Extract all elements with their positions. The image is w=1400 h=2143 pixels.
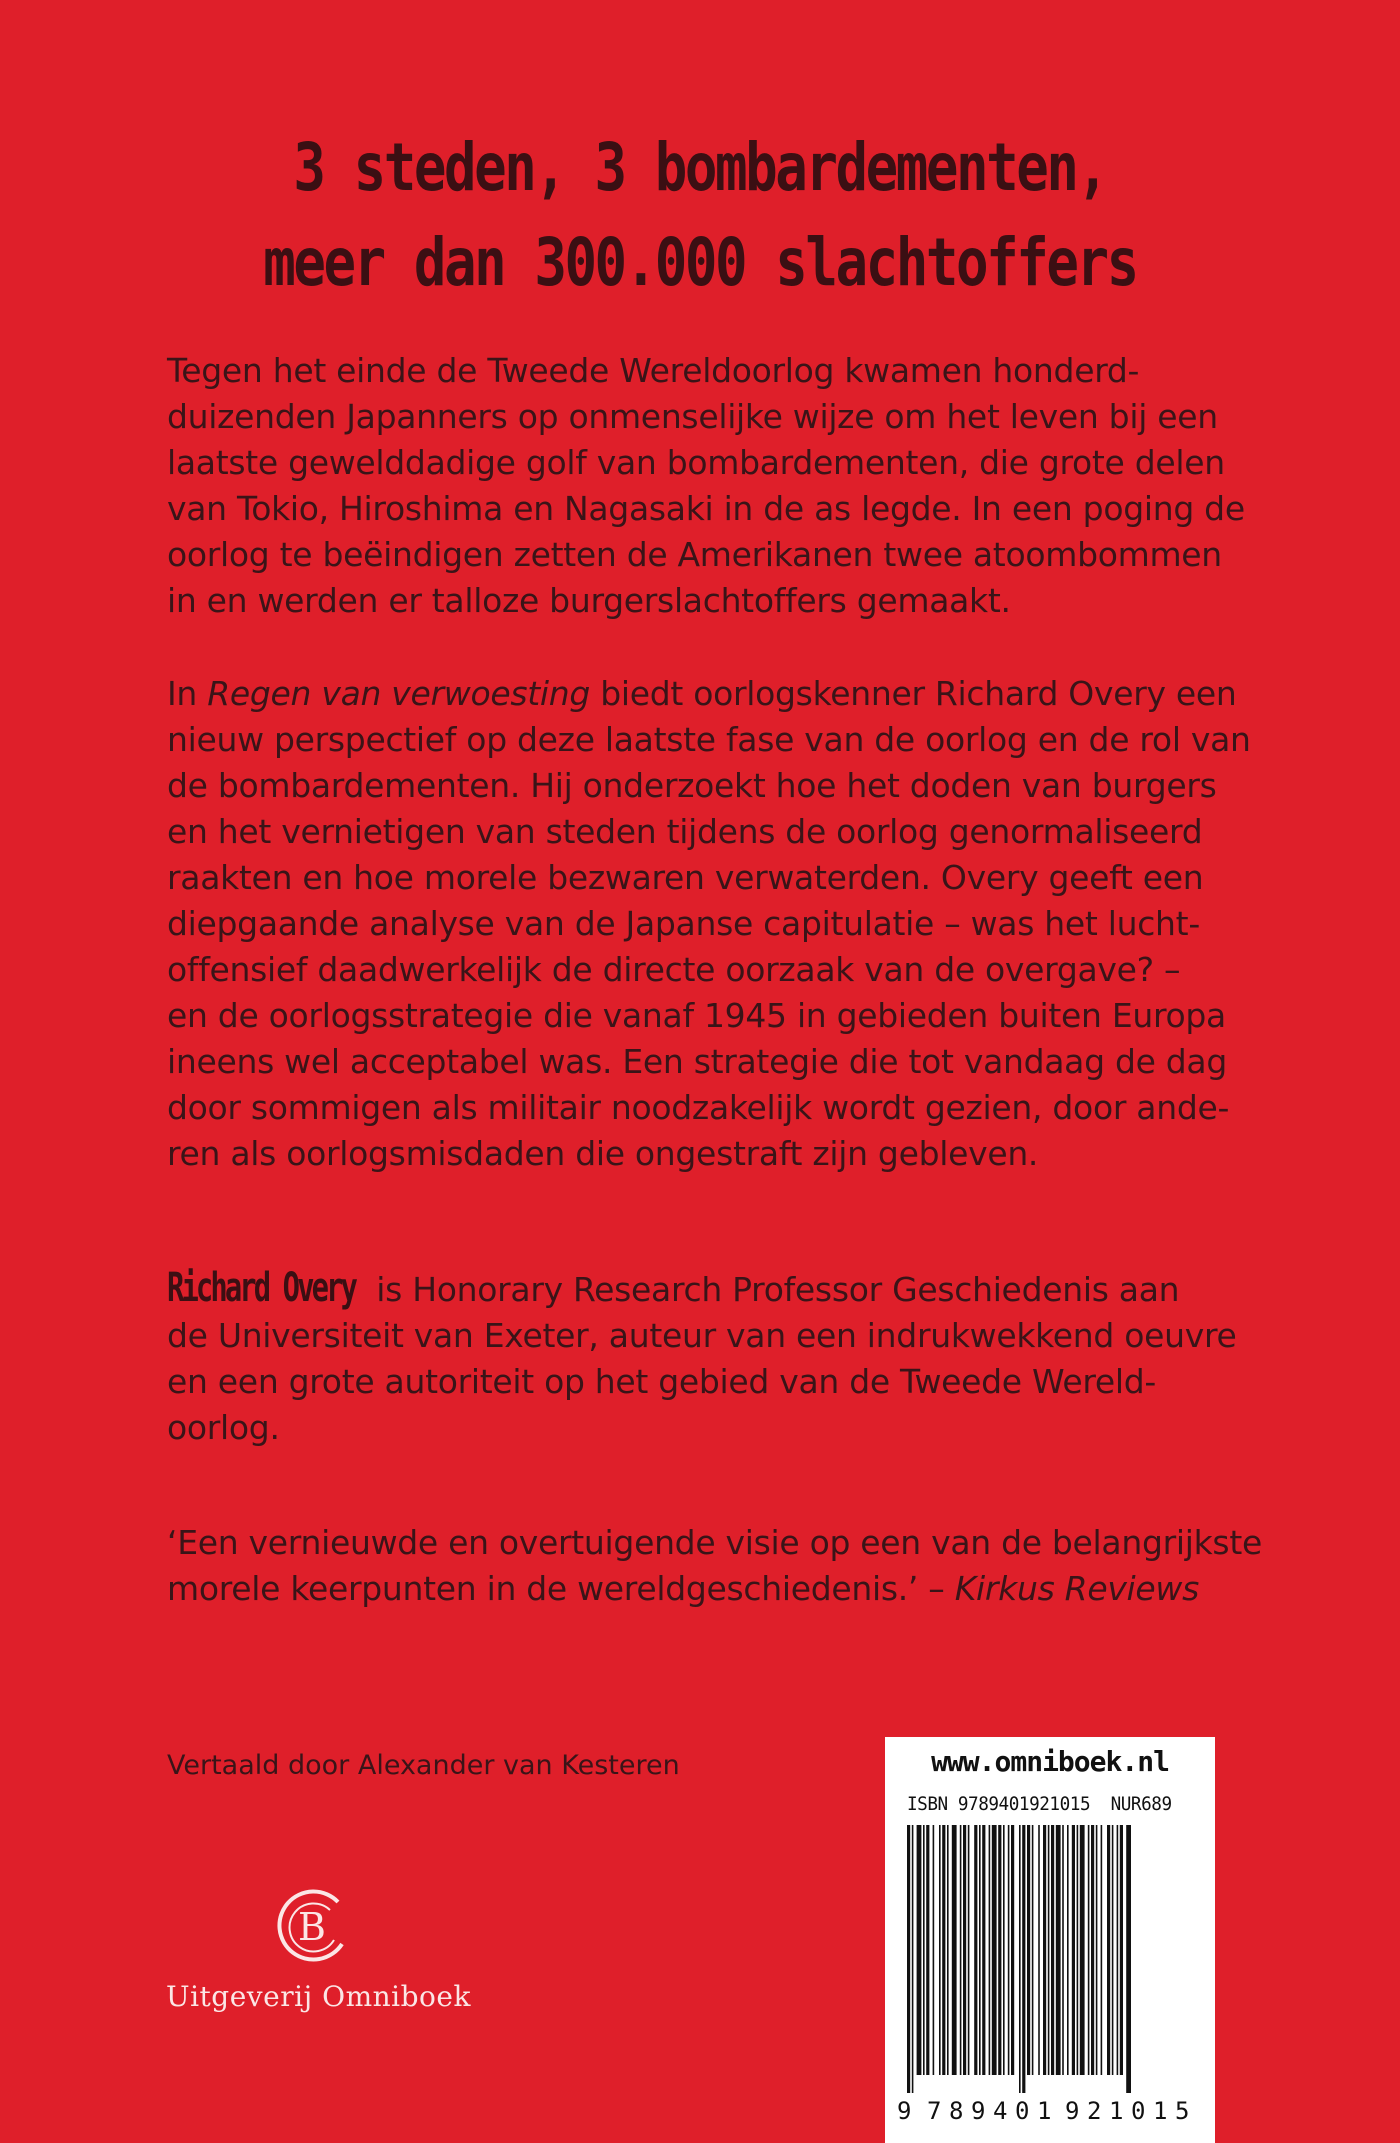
barcode-bar [917,1825,922,2075]
barcode-bar [1101,1825,1103,2075]
barcode-bar [989,1825,991,2075]
barcode-bar [960,1825,962,2075]
description-line: offensief daadwerkelijk de directe oorzaak van de overgave? – [167,950,1181,989]
headline-line-1: 3 steden, 3 bombardementen, [293,129,1107,206]
barcode-bar [1051,1825,1054,2075]
barcode-bar [992,1825,997,2075]
isbn-number: ISBN 9789401921015 [907,1793,1091,1815]
barcode-bar [982,1825,985,2075]
review-quote [167,1520,1297,1612]
barcode-bar [1080,1825,1085,2075]
barcode-bar [979,1825,981,2075]
barcode-panel [885,1737,1215,2143]
description-line: ineens wel acceptabel was. Een strategie die tot vandaag de dag [167,1042,1227,1081]
barcode-digit: 1 [1153,2097,1168,2125]
barcode-digit: 9 [897,2097,912,2125]
barcode-bar [1048,1825,1050,2075]
barcode-bar [1088,1825,1090,2075]
author-bio-line [167,1265,1297,1313]
publisher-url: www.omniboek.nl [931,1745,1169,1778]
headline [126,120,1274,310]
description-paragraph [167,671,1297,1177]
author-bio-line: oorlog. [167,1408,280,1447]
barcode-digit: 0 [1131,2097,1146,2125]
barcode-bar [923,1825,925,2075]
barcode-bar [939,1825,941,2075]
barcode-digit: 9 [971,2097,986,2125]
barcode-bar [1019,1825,1021,2093]
headline-line-2: meer dan 300.000 slachtoffers [263,224,1137,301]
summary-line: duizenden Japanners op onmenselijke wijze om het leven bij een [167,397,1218,436]
barcode-bar [1038,1825,1040,2075]
barcode-bar [1120,1825,1123,2075]
barcode-digit: 7 [927,2097,942,2125]
barcode-bar [968,1825,970,2075]
barcode-bar [1112,1825,1114,2075]
description-line: diepgaande analyse van de Japanse capitulatie – was het lucht- [167,904,1200,943]
isbn-line [907,1793,1172,1815]
publisher-logo-letter: B [298,1905,326,1949]
summary-line: Tegen het einde de Tweede Wereldoorlog kwamen honderd- [167,351,1140,390]
barcode-digit: 0 [1015,2097,1030,2125]
barcode-bar [1043,1825,1046,2075]
barcode-bar [1072,1825,1075,2075]
barcode-digit: 1 [1037,2097,1052,2125]
author-bio-line: de Universiteit van Exeter, auteur van een indrukwekkend oeuvre [167,1316,1237,1355]
description-line: nieuw perspectief op deze laatste fase van de oorlog en de rol van [167,720,1251,759]
description-line: en het vernietigen van steden tijdens de oorlog genormaliseerd [167,812,1203,851]
barcode-bar [1032,1825,1034,2075]
barcode-bar [1117,1825,1119,2075]
barcode-bar [1003,1825,1005,2075]
translator-credit: Vertaald door Alexander van Kesteren [167,1750,680,1781]
barcode-bar [1027,1825,1030,2075]
barcode-bar [926,1825,929,2075]
quote-line-text: morele keerpunten in de wereldgeschiedenis.’ – [167,1569,955,1608]
publisher-name: Uitgeverij Omniboek [166,1980,471,2013]
barcode-bar [1056,1825,1061,2075]
barcode-bar [1062,1825,1064,2075]
description-line: raakten en hoe morele bezwaren verwaterden. Overy geeft een [167,858,1204,897]
barcode-digit: 2 [1087,2097,1102,2125]
barcode-bar [1008,1825,1010,2075]
summary-line: laatste gewelddadige golf van bombardementen, die grote delen [167,443,1225,482]
barcode-bar [1107,1825,1110,2075]
barcode-digit: 5 [1175,2097,1190,2125]
barcode-bar [933,1825,935,2075]
barcode-bar [1067,1825,1069,2075]
nur-code: NUR689 [1110,1793,1172,1815]
author-bio-line-rest: is Honorary Research Professor Geschiedenis aan [366,1270,1180,1309]
barcode-bar [1022,1825,1025,2093]
barcode-bar [1077,1825,1079,2075]
summary-line: van Tokio, Hiroshima en Nagasaki in de as legde. In een poging de [167,489,1245,528]
barcode-icon [907,1825,1199,2093]
summary-line: oorlog te beëindigen zetten de Amerikanen twee atoombommen [167,535,1222,574]
quote-line: ‘Een vernieuwde en overtuigende visie op een van de belangrijkste [167,1523,1262,1562]
barcode-bar [912,1825,914,2093]
barcode-bar [907,1825,910,2093]
description-line: en de oorlogsstrategie die vanaf 1945 in gebieden buiten Europa [167,996,1226,1035]
barcode-bar [1011,1825,1014,2075]
quote-source: Kirkus Reviews [954,1569,1200,1608]
barcode-digit: 1 [1109,2097,1124,2125]
description-line: de bombardementen. Hij onderzoekt hoe het doden van burgers [167,766,1217,805]
barcode-bar [942,1825,945,2075]
author-bio-line: en een grote autoriteit op het gebied van de Tweede Wereld- [167,1362,1157,1401]
summary-line: in en werden er talloze burgerslachtoffers gemaakt. [167,581,1011,620]
description-line: ren als oorlogsmisdaden die ongestraft zijn gebleven. [167,1134,1039,1173]
book-title: Regen van verwoesting [207,674,591,713]
barcode-bar [947,1825,949,2075]
barcode-digit: 4 [993,2097,1008,2125]
barcode-digit: 8 [949,2097,964,2125]
author-bio [167,1265,1297,1451]
description-line: door sommigen als militair noodzakelijk wordt gezien, door ande- [167,1088,1230,1127]
description-line [167,671,1297,717]
author-name: Richard Overy [167,1265,355,1311]
barcode-bar [952,1825,957,2075]
barcode-digit: 9 [1065,2097,1080,2125]
description-line-rest: biedt oorlogskenner Richard Overy een [590,674,1237,713]
description-intro: In [167,674,208,713]
barcode-bar [974,1825,977,2075]
barcode-bar [1091,1825,1094,2075]
barcode-bar [1096,1825,1098,2075]
publisher-logo-icon [268,1882,356,1970]
barcode-bar [963,1825,966,2075]
summary-paragraph [167,348,1297,624]
barcode-bar [1126,1825,1131,2093]
quote-line [167,1566,1297,1612]
barcode-bar [998,1825,1001,2075]
